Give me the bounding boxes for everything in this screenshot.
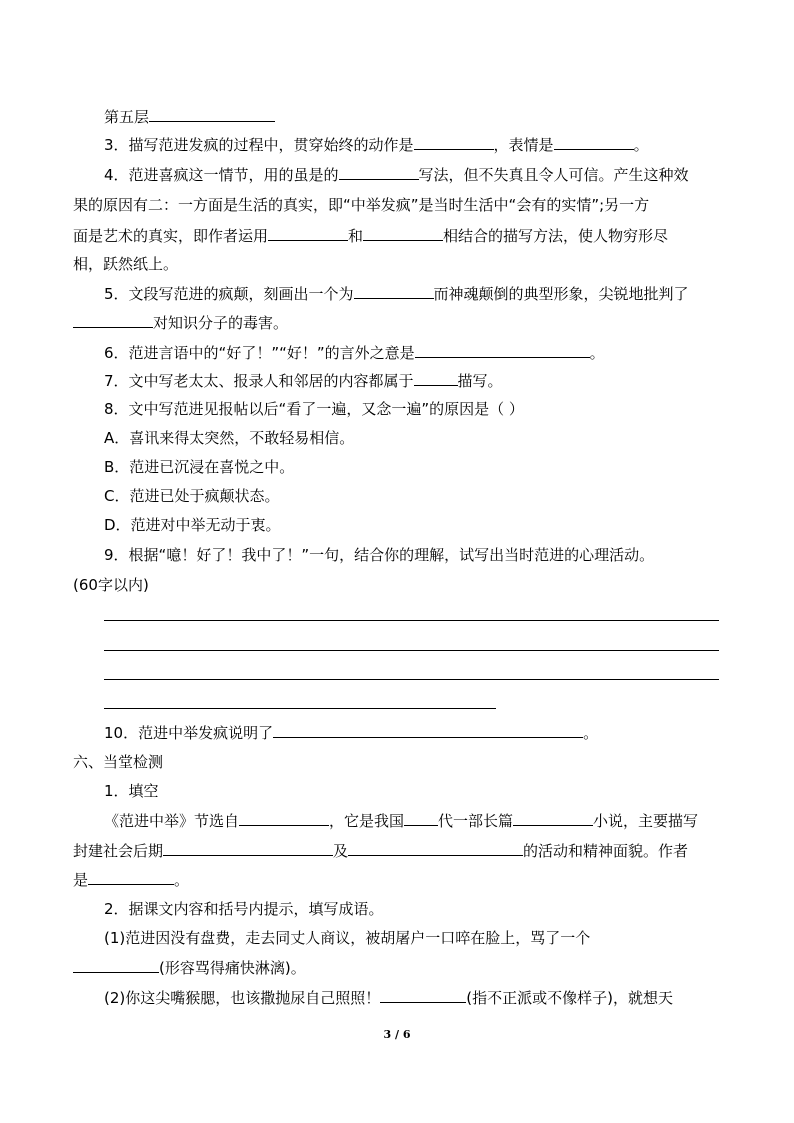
text: 描写。 [457, 372, 503, 390]
question-4-line-2: 果的原因有二：一方面是生活的真实，即“中举发疯”是当时生活中“会有的实情”;另一方 [73, 196, 650, 214]
question-8: 8．文中写范进见报帖以后“看了一遍，又念一遍”的原因是（ ） [104, 400, 524, 418]
text: 7．文中写老太太、报录人和邻居的内容都属于 [104, 372, 414, 390]
fill-in-heading: 1．填空 [104, 782, 159, 800]
answer-blank[interactable] [415, 342, 590, 358]
answer-blank[interactable] [554, 134, 634, 150]
text: 6．范进言语中的“好了！”“好！”的言外之意是 [104, 344, 415, 362]
answer-blank[interactable] [273, 722, 583, 738]
option-a: A．喜讯来得太突然，不敢轻易相信。 [104, 429, 355, 447]
text: 是 [73, 871, 89, 889]
answer-blank[interactable] [354, 283, 434, 299]
fill-in-line-2 [73, 840, 688, 861]
question-6 [104, 342, 605, 363]
answer-blank[interactable] [380, 987, 466, 1003]
text: ，表情是 [493, 136, 554, 154]
question-4 [104, 164, 689, 185]
answer-blank[interactable] [149, 106, 275, 122]
option-c: C．范进已处于疯颠状态。 [104, 487, 280, 505]
text: 面是艺术的真实，即作者运用 [73, 227, 269, 245]
answer-line[interactable] [104, 679, 719, 680]
idiom-1: (1)范进因没有盘费，走去同丈人商议，被胡屠户一口啐在脸上，骂了一个 [104, 929, 591, 947]
text: 小说，主要描写 [593, 812, 699, 830]
answer-blank[interactable] [414, 134, 494, 150]
text: 3．描写范进发疯的过程中，贯穿始终的动作是 [104, 136, 414, 154]
idiom-heading: 2．据课文内容和括号内提示，填写成语。 [104, 900, 384, 918]
answer-line[interactable] [104, 708, 496, 709]
answer-blank[interactable] [404, 810, 438, 826]
text: 代一部长篇 [438, 812, 514, 830]
answer-blank[interactable] [363, 225, 443, 241]
idiom-1-line-2 [73, 957, 306, 978]
answer-blank[interactable] [239, 810, 329, 826]
text: 封建社会后期 [73, 842, 164, 860]
text: 对知识分子的毒害。 [153, 314, 289, 332]
question-5-line-2 [73, 312, 288, 333]
answer-blank[interactable] [163, 840, 333, 856]
question-4-line-3 [73, 225, 668, 246]
text: ，它是我国 [329, 812, 405, 830]
page-number: 3 / 6 [383, 1028, 411, 1041]
question-7 [104, 370, 503, 391]
text: 写法，但不失真且令人可信。产生这种效 [418, 166, 689, 184]
text: 。 [589, 344, 605, 362]
text: 及 [333, 842, 349, 860]
answer-line[interactable] [104, 620, 719, 621]
text: 5．文段写范进的疯颠，刻画出一个为 [104, 285, 354, 303]
question-10 [104, 722, 598, 743]
text: 。 [583, 724, 599, 742]
text: 4．范进喜疯这一情节，用的虽是的 [104, 166, 339, 184]
answer-blank[interactable] [348, 840, 523, 856]
question-3 [104, 134, 649, 155]
text: (形容骂得痛快淋漓)。 [159, 959, 306, 977]
text: 的活动和精神面貌。作者 [523, 842, 689, 860]
fill-in-line-3 [73, 869, 189, 890]
text: (2)你这尖嘴猴腮，也该撒抛尿自己照照！ [104, 989, 381, 1007]
option-d: D．范进对中举无动于衷。 [104, 516, 281, 534]
option-b: B．范进已沉浸在喜悦之中。 [104, 458, 295, 476]
section-six-heading: 六、当堂检测 [73, 753, 164, 771]
answer-blank[interactable] [513, 810, 593, 826]
text: 而神魂颠倒的典型形象，尖锐地批判了 [433, 285, 689, 303]
answer-blank[interactable] [73, 957, 159, 973]
text: 相结合的描写方法，使人物穷形尽 [443, 227, 669, 245]
text: 。 [174, 871, 190, 889]
question-9-limit: (60字以内) [73, 576, 149, 594]
text: 《范进中举》节选自 [104, 812, 240, 830]
question-5 [104, 283, 689, 304]
fill-in-line-1 [104, 810, 698, 831]
layer-five-line [104, 106, 275, 127]
question-9: 9．根据“噫！好了！我中了！”一句，结合你的理解，试写出当时范进的心理活动。 [104, 546, 655, 564]
text: (指不正派或不像样子)，就想天 [466, 989, 673, 1007]
answer-blank[interactable] [88, 869, 174, 885]
question-4-line-4: 相，跃然纸上。 [73, 255, 179, 273]
text: 和 [348, 227, 364, 245]
text: 。 [633, 136, 649, 154]
answer-blank[interactable] [73, 312, 153, 328]
idiom-2 [104, 987, 673, 1008]
answer-blank[interactable] [414, 370, 458, 386]
answer-blank[interactable] [268, 225, 348, 241]
answer-blank[interactable] [339, 164, 419, 180]
text: 10．范进中举发疯说明了 [104, 724, 274, 742]
text: 第五层 [104, 108, 150, 126]
answer-line[interactable] [104, 650, 719, 651]
